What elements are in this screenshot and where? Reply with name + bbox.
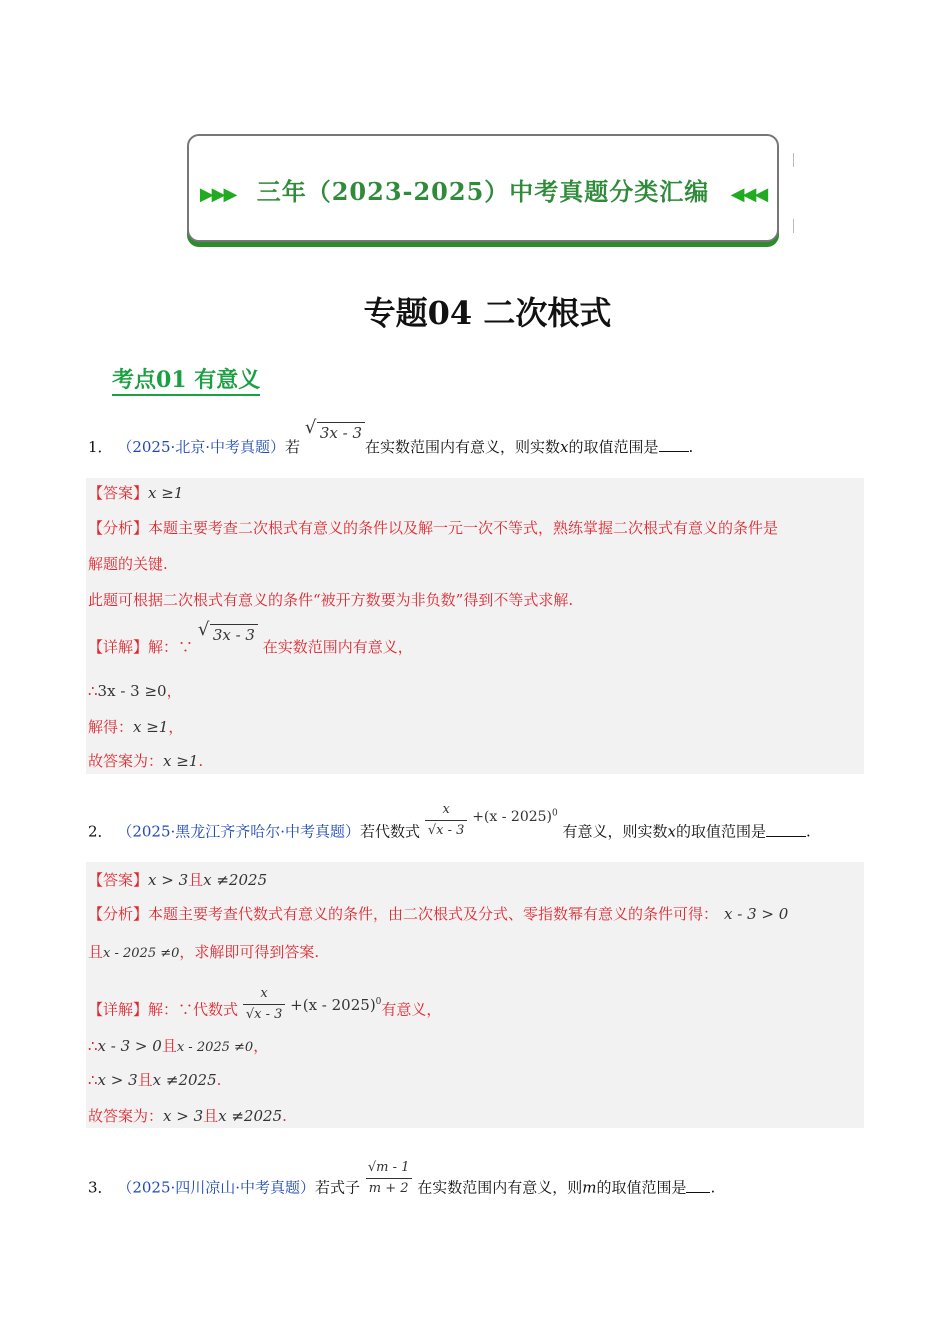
step-line: ∴x - 3 > 0且x - 2025 ≠0，	[88, 1037, 269, 1055]
section-title: 考点01 有意义	[112, 366, 260, 396]
step-line: 故答案为：x ≥1.	[88, 752, 204, 770]
analysis-line: 【分析】本题主要考查二次根式有意义的条件以及解一元一次不等式，熟练掌握二次根式有意义的条件是	[88, 519, 779, 537]
answer-block-1	[86, 478, 864, 774]
question-source: （2025·北京·中考真题）	[117, 438, 286, 456]
analysis-line: 且x - 2025 ≠0，求解即可得到答案.	[88, 943, 320, 961]
question-number: 1．	[88, 438, 113, 456]
variable: x	[560, 438, 569, 456]
question-text: 在实数范围内有意义，则实数	[365, 438, 561, 456]
question-source: （2025·黑龙江齐齐哈尔·中考真题）	[117, 822, 361, 841]
analysis-line: 解题的关键.	[88, 555, 168, 573]
question-text: 的取值范围是	[568, 438, 659, 456]
margin-marker	[793, 153, 794, 233]
detail-line: 【详解】解：∵代数式 $\frac{x}{√x - 3}$ +(x - 2025)$^0$有意义，	[88, 990, 441, 1031]
step-line: 故答案为：x > 3且x ≠2025.	[88, 1107, 287, 1125]
answer-blank	[686, 1180, 710, 1193]
question-3: 3． （2025·四川凉山·中考真题）若式子 $\frac{√m - 1}{m + 2}$ 在实数范围内有意义，则m的取值范围是 .	[88, 1168, 715, 1209]
answer-line: 【答案】x > 3且x ≠2025	[88, 871, 268, 889]
question-text: 若代数式	[360, 822, 421, 841]
question-text: 在实数范围内有意义，则	[417, 1178, 583, 1197]
fraction: $\frac{√m - 1}{m + 2}$	[365, 1158, 413, 1199]
fraction: $\frac{x}{√x - 3}$	[425, 800, 468, 841]
banner-arrows-left-icon: ▶▶▶	[199, 184, 236, 205]
question-2: 2． （2025·黑龙江齐齐哈尔·中考真题）若代数式 $\frac{x}{√x - 3}$ +(x - 2025)$^0$ 有意义，则实数x的取值范围是 .	[88, 802, 811, 841]
question-number: 3．	[88, 1178, 113, 1197]
analysis-line: 此题可根据二次根式有意义的条件“被开方数要为非负数”得到不等式求解.	[88, 591, 574, 609]
question-number: 2．	[88, 822, 113, 841]
analysis-line: 【分析】本题主要考查代数式有意义的条件，由二次根式及分式、零指数幂有意义的条件可得： x - 3 > 0	[88, 905, 789, 923]
step-line: ∴x > 3且x ≠2025.	[88, 1071, 222, 1089]
step-line: ∴3x - 3 ≥0，	[88, 682, 182, 700]
banner-title: 三年（2023-2025）中考真题分类汇编	[256, 177, 710, 206]
question-1: 1． （2025·北京·中考真题）若 √ 3x - 3在实数范围内有意义，则实数x的取值范围是 .	[88, 436, 693, 457]
answer-blank	[766, 824, 806, 837]
banner-arrows-right-icon: ◀◀◀	[730, 184, 767, 205]
answer-block-2	[86, 862, 864, 1128]
question-text: 有意义，则实数	[562, 822, 668, 841]
question-source: （2025·四川凉山·中考真题）	[117, 1178, 316, 1197]
banner-text	[189, 172, 777, 207]
document-title: 专题04 二次根式	[363, 294, 612, 332]
header-banner	[187, 134, 779, 242]
step-line: 解得：x ≥1，	[88, 718, 184, 736]
question-text: 若	[285, 438, 301, 456]
answer-blank	[659, 439, 689, 452]
question-text: 若式子	[315, 1178, 361, 1197]
sqrt-expression: √ 3x - 3	[305, 422, 365, 443]
detail-line: 【详解】解：∵ √ 3x - 3 在实数范围内有意义，	[88, 636, 413, 657]
answer-line: 【答案】x ≥1	[88, 484, 184, 502]
